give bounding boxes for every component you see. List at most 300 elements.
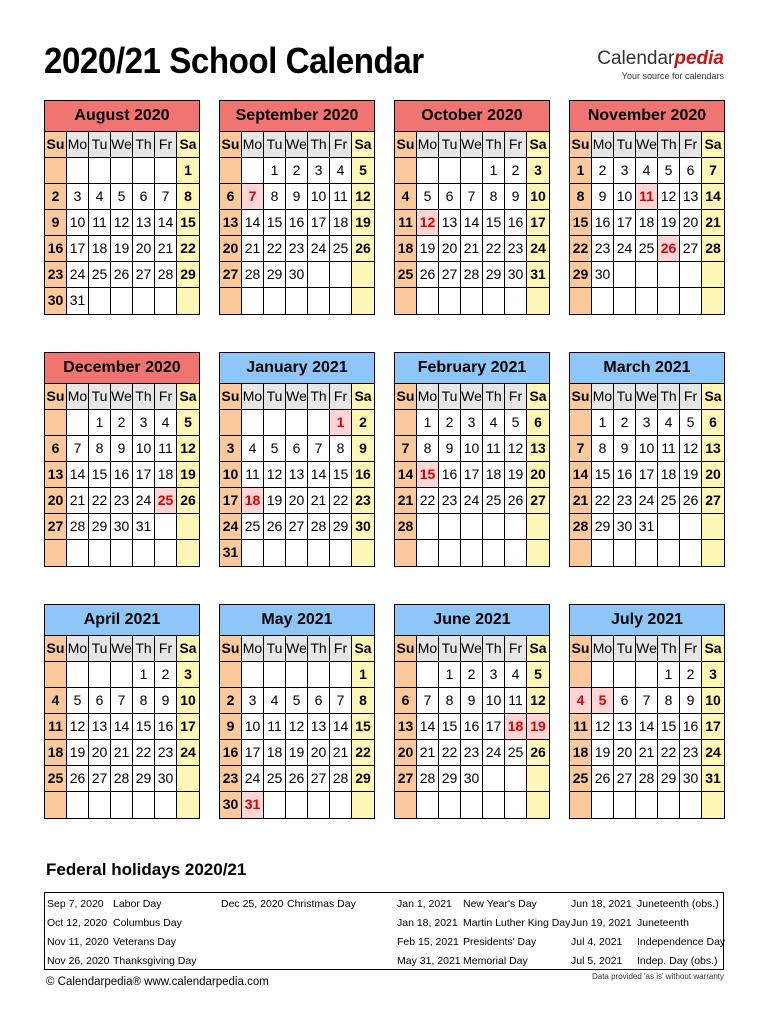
day-cell[interactable]: 12	[111, 210, 133, 236]
day-cell[interactable]: 9	[286, 184, 308, 210]
day-cell[interactable]: 20	[133, 236, 155, 262]
day-cell[interactable]: 27	[286, 514, 308, 540]
day-cell[interactable]: 13	[133, 210, 155, 236]
day-cell[interactable]: 30	[461, 766, 483, 792]
day-cell[interactable]: 17	[242, 740, 264, 766]
day-cell[interactable]: 9	[461, 688, 483, 714]
day-cell[interactable]: 3	[67, 184, 89, 210]
day-cell[interactable]: 4	[395, 184, 417, 210]
day-cell[interactable]: 21	[636, 740, 658, 766]
day-cell[interactable]: 16	[461, 714, 483, 740]
day-cell[interactable]: 15	[133, 714, 155, 740]
day-cell[interactable]: 26	[505, 488, 527, 514]
day-cell[interactable]: 25	[636, 236, 658, 262]
day-cell[interactable]: 28	[417, 766, 439, 792]
day-cell[interactable]: 27	[308, 766, 330, 792]
day-cell[interactable]: 30	[155, 766, 177, 792]
day-cell[interactable]: 13	[680, 184, 702, 210]
day-cell[interactable]: 30	[286, 262, 308, 288]
day-cell[interactable]: 15	[570, 210, 592, 236]
day-cell[interactable]: 14	[395, 462, 417, 488]
day-cell[interactable]: 7	[155, 184, 177, 210]
day-cell[interactable]: 17	[308, 210, 330, 236]
day-cell[interactable]: 3	[220, 436, 242, 462]
day-cell[interactable]: 22	[330, 488, 352, 514]
day-cell[interactable]: 15	[177, 210, 199, 236]
day-cell[interactable]: 23	[461, 740, 483, 766]
day-cell[interactable]: 2	[461, 662, 483, 688]
day-cell[interactable]: 6	[439, 184, 461, 210]
day-cell[interactable]: 2	[352, 410, 374, 436]
day-cell[interactable]: 9	[505, 184, 527, 210]
day-cell[interactable]: 31	[67, 288, 89, 314]
day-cell[interactable]: 11	[570, 714, 592, 740]
day-cell[interactable]: 12	[264, 462, 286, 488]
day-cell[interactable]: 21	[395, 488, 417, 514]
day-cell[interactable]: 16	[220, 740, 242, 766]
day-cell[interactable]: 9	[352, 436, 374, 462]
day-cell[interactable]: 2	[286, 158, 308, 184]
day-cell[interactable]: 11	[330, 184, 352, 210]
day-cell[interactable]: 4	[264, 688, 286, 714]
day-cell[interactable]: 17	[67, 236, 89, 262]
day-cell[interactable]: 24	[527, 236, 549, 262]
day-cell[interactable]: 30	[614, 514, 636, 540]
day-cell[interactable]: 13	[614, 714, 636, 740]
day-cell[interactable]: 22	[658, 740, 680, 766]
day-cell[interactable]: 22	[352, 740, 374, 766]
day-cell[interactable]: 26	[111, 262, 133, 288]
day-cell[interactable]: 3	[483, 662, 505, 688]
day-cell[interactable]: 24	[461, 488, 483, 514]
day-cell[interactable]: 7	[636, 688, 658, 714]
day-cell[interactable]: 16	[614, 462, 636, 488]
day-cell[interactable]: 16	[45, 236, 67, 262]
day-cell[interactable]: 13	[220, 210, 242, 236]
day-cell[interactable]: 14	[155, 210, 177, 236]
day-cell[interactable]: 13	[89, 714, 111, 740]
day-cell[interactable]: 13	[308, 714, 330, 740]
day-cell[interactable]: 10	[461, 436, 483, 462]
day-cell[interactable]: 30	[45, 288, 67, 314]
day-cell[interactable]: 28	[67, 514, 89, 540]
day-cell[interactable]: 17	[702, 714, 724, 740]
day-cell[interactable]: 1	[658, 662, 680, 688]
day-cell[interactable]: 21	[330, 740, 352, 766]
day-cell[interactable]: 15	[330, 462, 352, 488]
day-cell[interactable]: 16	[286, 210, 308, 236]
day-cell[interactable]: 10	[220, 462, 242, 488]
day-cell[interactable]: 3	[614, 158, 636, 184]
day-cell[interactable]: 14	[308, 462, 330, 488]
day-cell[interactable]: 27	[133, 262, 155, 288]
day-cell[interactable]: 8	[133, 688, 155, 714]
day-cell[interactable]: 10	[614, 184, 636, 210]
day-cell[interactable]: 6	[308, 688, 330, 714]
day-cell[interactable]: 14	[111, 714, 133, 740]
day-cell[interactable]: 17	[636, 462, 658, 488]
day-cell[interactable]: 23	[352, 488, 374, 514]
day-cell[interactable]: 19	[658, 210, 680, 236]
day-cell[interactable]: 10	[177, 688, 199, 714]
day-cell[interactable]: 16	[155, 714, 177, 740]
day-cell[interactable]: 7	[67, 436, 89, 462]
day-cell[interactable]: 14	[242, 210, 264, 236]
day-cell[interactable]: 22	[89, 488, 111, 514]
day-cell[interactable]: 1	[417, 410, 439, 436]
day-cell[interactable]: 6	[45, 436, 67, 462]
day-cell[interactable]: 28	[155, 262, 177, 288]
day-cell[interactable]: 13	[395, 714, 417, 740]
day-cell[interactable]: 15	[439, 714, 461, 740]
day-cell[interactable]: 23	[614, 488, 636, 514]
day-cell[interactable]: 12	[680, 436, 702, 462]
day-cell[interactable]: 20	[89, 740, 111, 766]
day-cell[interactable]: 15	[658, 714, 680, 740]
day-cell[interactable]: 23	[155, 740, 177, 766]
day-cell[interactable]: 16	[111, 462, 133, 488]
day-cell[interactable]: 5	[352, 158, 374, 184]
day-cell[interactable]: 19	[177, 462, 199, 488]
day-cell[interactable]: 29	[330, 514, 352, 540]
day-cell[interactable]: 24	[308, 236, 330, 262]
day-cell-holiday[interactable]: 18	[242, 488, 264, 514]
day-cell[interactable]: 7	[702, 158, 724, 184]
day-cell[interactable]: 25	[45, 766, 67, 792]
day-cell[interactable]: 19	[417, 236, 439, 262]
day-cell[interactable]: 5	[658, 158, 680, 184]
day-cell[interactable]: 21	[67, 488, 89, 514]
day-cell[interactable]: 13	[527, 436, 549, 462]
day-cell[interactable]: 9	[614, 436, 636, 462]
day-cell[interactable]: 29	[352, 766, 374, 792]
day-cell[interactable]: 31	[636, 514, 658, 540]
day-cell[interactable]: 17	[177, 714, 199, 740]
day-cell[interactable]: 21	[702, 210, 724, 236]
day-cell[interactable]: 6	[220, 184, 242, 210]
day-cell[interactable]: 14	[330, 714, 352, 740]
day-cell[interactable]: 28	[242, 262, 264, 288]
day-cell[interactable]: 3	[527, 158, 549, 184]
day-cell[interactable]: 9	[592, 184, 614, 210]
day-cell[interactable]: 3	[242, 688, 264, 714]
day-cell[interactable]: 27	[527, 488, 549, 514]
day-cell[interactable]: 9	[439, 436, 461, 462]
day-cell[interactable]: 10	[133, 436, 155, 462]
day-cell[interactable]: 17	[461, 462, 483, 488]
day-cell[interactable]: 14	[636, 714, 658, 740]
day-cell[interactable]: 7	[417, 688, 439, 714]
day-cell[interactable]: 11	[264, 714, 286, 740]
day-cell[interactable]: 21	[461, 236, 483, 262]
day-cell[interactable]: 25	[264, 766, 286, 792]
day-cell[interactable]: 20	[308, 740, 330, 766]
day-cell-holiday[interactable]: 18	[505, 714, 527, 740]
day-cell[interactable]: 2	[111, 410, 133, 436]
day-cell[interactable]: 26	[352, 236, 374, 262]
day-cell[interactable]: 23	[439, 488, 461, 514]
day-cell[interactable]: 5	[67, 688, 89, 714]
day-cell[interactable]: 12	[527, 688, 549, 714]
day-cell[interactable]: 29	[89, 514, 111, 540]
day-cell[interactable]: 21	[155, 236, 177, 262]
day-cell[interactable]: 1	[570, 158, 592, 184]
day-cell[interactable]: 24	[133, 488, 155, 514]
day-cell[interactable]: 2	[45, 184, 67, 210]
day-cell[interactable]: 24	[177, 740, 199, 766]
day-cell[interactable]: 2	[439, 410, 461, 436]
day-cell[interactable]: 2	[505, 158, 527, 184]
day-cell[interactable]: 4	[155, 410, 177, 436]
day-cell[interactable]: 27	[45, 514, 67, 540]
day-cell[interactable]: 30	[680, 766, 702, 792]
day-cell[interactable]: 23	[220, 766, 242, 792]
day-cell[interactable]: 22	[133, 740, 155, 766]
brand-logo[interactable]	[597, 48, 724, 81]
day-cell[interactable]: 8	[89, 436, 111, 462]
day-cell[interactable]: 1	[133, 662, 155, 688]
day-cell[interactable]: 29	[177, 262, 199, 288]
day-cell[interactable]: 10	[67, 210, 89, 236]
day-cell[interactable]: 22	[570, 236, 592, 262]
day-cell[interactable]: 12	[592, 714, 614, 740]
day-cell[interactable]: 10	[483, 688, 505, 714]
day-cell[interactable]: 4	[658, 410, 680, 436]
day-cell[interactable]: 30	[592, 262, 614, 288]
day-cell[interactable]: 22	[177, 236, 199, 262]
day-cell[interactable]: 4	[505, 662, 527, 688]
day-cell[interactable]: 11	[505, 688, 527, 714]
day-cell[interactable]: 11	[658, 436, 680, 462]
day-cell[interactable]: 19	[111, 236, 133, 262]
day-cell[interactable]: 27	[614, 766, 636, 792]
day-cell[interactable]: 18	[395, 236, 417, 262]
day-cell[interactable]: 31	[133, 514, 155, 540]
day-cell[interactable]: 19	[67, 740, 89, 766]
day-cell[interactable]: 18	[45, 740, 67, 766]
day-cell[interactable]: 21	[417, 740, 439, 766]
day-cell[interactable]: 4	[89, 184, 111, 210]
day-cell[interactable]: 25	[505, 740, 527, 766]
day-cell[interactable]: 11	[155, 436, 177, 462]
day-cell[interactable]: 15	[483, 210, 505, 236]
day-cell[interactable]: 8	[417, 436, 439, 462]
day-cell[interactable]: 20	[527, 462, 549, 488]
day-cell[interactable]: 25	[89, 262, 111, 288]
day-cell[interactable]: 3	[308, 158, 330, 184]
day-cell[interactable]: 23	[505, 236, 527, 262]
day-cell[interactable]: 16	[439, 462, 461, 488]
day-cell[interactable]: 18	[264, 740, 286, 766]
day-cell[interactable]: 19	[286, 740, 308, 766]
day-cell[interactable]: 20	[220, 236, 242, 262]
day-cell[interactable]: 28	[636, 766, 658, 792]
day-cell[interactable]: 11	[242, 462, 264, 488]
day-cell[interactable]: 28	[111, 766, 133, 792]
day-cell[interactable]: 20	[395, 740, 417, 766]
day-cell[interactable]: 29	[570, 262, 592, 288]
day-cell[interactable]: 12	[505, 436, 527, 462]
day-cell[interactable]: 14	[702, 184, 724, 210]
day-cell[interactable]: 1	[439, 662, 461, 688]
day-cell-holiday[interactable]: 12	[417, 210, 439, 236]
day-cell[interactable]: 17	[483, 714, 505, 740]
day-cell-holiday[interactable]: 5	[592, 688, 614, 714]
day-cell[interactable]: 11	[45, 714, 67, 740]
day-cell[interactable]: 25	[330, 236, 352, 262]
day-cell[interactable]: 24	[483, 740, 505, 766]
day-cell[interactable]: 7	[308, 436, 330, 462]
day-cell[interactable]: 23	[45, 262, 67, 288]
day-cell[interactable]: 16	[592, 210, 614, 236]
day-cell-holiday[interactable]: 1	[330, 410, 352, 436]
day-cell[interactable]: 19	[264, 488, 286, 514]
day-cell[interactable]: 21	[242, 236, 264, 262]
day-cell[interactable]: 19	[352, 210, 374, 236]
day-cell[interactable]: 25	[483, 488, 505, 514]
day-cell[interactable]: 17	[527, 210, 549, 236]
day-cell[interactable]: 12	[658, 184, 680, 210]
day-cell[interactable]: 27	[89, 766, 111, 792]
day-cell[interactable]: 8	[592, 436, 614, 462]
day-cell[interactable]: 24	[702, 740, 724, 766]
day-cell[interactable]: 20	[439, 236, 461, 262]
day-cell[interactable]: 14	[67, 462, 89, 488]
day-cell[interactable]: 1	[89, 410, 111, 436]
day-cell[interactable]: 8	[264, 184, 286, 210]
day-cell[interactable]: 20	[45, 488, 67, 514]
day-cell[interactable]: 30	[111, 514, 133, 540]
day-cell[interactable]: 30	[505, 262, 527, 288]
day-cell[interactable]: 5	[505, 410, 527, 436]
day-cell[interactable]: 7	[461, 184, 483, 210]
day-cell[interactable]: 15	[592, 462, 614, 488]
day-cell[interactable]: 3	[177, 662, 199, 688]
day-cell[interactable]: 9	[680, 688, 702, 714]
day-cell[interactable]: 31	[527, 262, 549, 288]
day-cell[interactable]: 29	[658, 766, 680, 792]
day-cell[interactable]: 27	[680, 236, 702, 262]
day-cell[interactable]: 5	[177, 410, 199, 436]
day-cell[interactable]: 4	[242, 436, 264, 462]
day-cell[interactable]: 9	[220, 714, 242, 740]
day-cell[interactable]: 7	[330, 688, 352, 714]
day-cell[interactable]: 29	[264, 262, 286, 288]
day-cell[interactable]: 7	[395, 436, 417, 462]
day-cell[interactable]: 3	[133, 410, 155, 436]
day-cell[interactable]: 13	[286, 462, 308, 488]
day-cell[interactable]: 13	[45, 462, 67, 488]
day-cell[interactable]: 23	[592, 236, 614, 262]
day-cell[interactable]: 17	[133, 462, 155, 488]
day-cell[interactable]: 26	[177, 488, 199, 514]
day-cell[interactable]: 6	[702, 410, 724, 436]
day-cell[interactable]: 27	[439, 262, 461, 288]
day-cell[interactable]: 28	[570, 514, 592, 540]
day-cell[interactable]: 12	[352, 184, 374, 210]
day-cell[interactable]: 18	[155, 462, 177, 488]
day-cell[interactable]: 5	[264, 436, 286, 462]
day-cell[interactable]: 6	[680, 158, 702, 184]
day-cell[interactable]: 10	[636, 436, 658, 462]
day-cell[interactable]: 4	[330, 158, 352, 184]
day-cell[interactable]: 10	[527, 184, 549, 210]
day-cell[interactable]: 9	[45, 210, 67, 236]
day-cell[interactable]: 16	[352, 462, 374, 488]
day-cell[interactable]: 12	[177, 436, 199, 462]
day-cell[interactable]: 21	[308, 488, 330, 514]
day-cell[interactable]: 17	[614, 210, 636, 236]
day-cell-holiday[interactable]: 11	[636, 184, 658, 210]
day-cell[interactable]: 26	[527, 740, 549, 766]
day-cell-holiday[interactable]: 19	[527, 714, 549, 740]
day-cell[interactable]: 28	[461, 262, 483, 288]
footer-copyright[interactable]: © Calendarpedia® www.calendarpedia.com	[46, 976, 269, 988]
day-cell[interactable]: 25	[570, 766, 592, 792]
day-cell[interactable]: 8	[658, 688, 680, 714]
day-cell[interactable]: 2	[220, 688, 242, 714]
day-cell[interactable]: 15	[89, 462, 111, 488]
day-cell[interactable]: 6	[133, 184, 155, 210]
day-cell[interactable]: 18	[330, 210, 352, 236]
day-cell[interactable]: 11	[89, 210, 111, 236]
day-cell[interactable]: 31	[220, 540, 242, 566]
day-cell[interactable]: 26	[286, 766, 308, 792]
day-cell[interactable]: 12	[286, 714, 308, 740]
day-cell[interactable]: 22	[264, 236, 286, 262]
day-cell[interactable]: 26	[67, 766, 89, 792]
day-cell[interactable]: 12	[67, 714, 89, 740]
day-cell[interactable]: 11	[483, 436, 505, 462]
day-cell[interactable]: 17	[220, 488, 242, 514]
day-cell[interactable]: 27	[220, 262, 242, 288]
day-cell[interactable]: 24	[636, 488, 658, 514]
day-cell[interactable]: 2	[155, 662, 177, 688]
day-cell[interactable]: 23	[680, 740, 702, 766]
day-cell[interactable]: 8	[330, 436, 352, 462]
day-cell[interactable]: 30	[352, 514, 374, 540]
day-cell[interactable]: 16	[505, 210, 527, 236]
day-cell[interactable]: 24	[67, 262, 89, 288]
day-cell[interactable]: 21	[570, 488, 592, 514]
day-cell-holiday[interactable]: 7	[242, 184, 264, 210]
day-cell[interactable]: 8	[177, 184, 199, 210]
day-cell[interactable]: 6	[89, 688, 111, 714]
day-cell[interactable]: 19	[592, 740, 614, 766]
day-cell-holiday[interactable]: 31	[242, 792, 264, 818]
day-cell[interactable]: 27	[395, 766, 417, 792]
day-cell[interactable]: 19	[680, 462, 702, 488]
day-cell[interactable]: 26	[680, 488, 702, 514]
day-cell[interactable]: 24	[614, 236, 636, 262]
day-cell[interactable]: 20	[680, 210, 702, 236]
day-cell[interactable]: 6	[527, 410, 549, 436]
day-cell[interactable]: 18	[89, 236, 111, 262]
day-cell[interactable]: 3	[461, 410, 483, 436]
day-cell[interactable]: 3	[702, 662, 724, 688]
day-cell[interactable]: 21	[111, 740, 133, 766]
day-cell[interactable]: 20	[614, 740, 636, 766]
day-cell[interactable]: 26	[417, 262, 439, 288]
day-cell[interactable]: 1	[264, 158, 286, 184]
day-cell[interactable]: 29	[483, 262, 505, 288]
day-cell[interactable]: 22	[417, 488, 439, 514]
day-cell[interactable]: 19	[505, 462, 527, 488]
day-cell[interactable]: 10	[308, 184, 330, 210]
day-cell[interactable]: 15	[352, 714, 374, 740]
day-cell[interactable]: 28	[395, 514, 417, 540]
day-cell[interactable]: 25	[242, 514, 264, 540]
